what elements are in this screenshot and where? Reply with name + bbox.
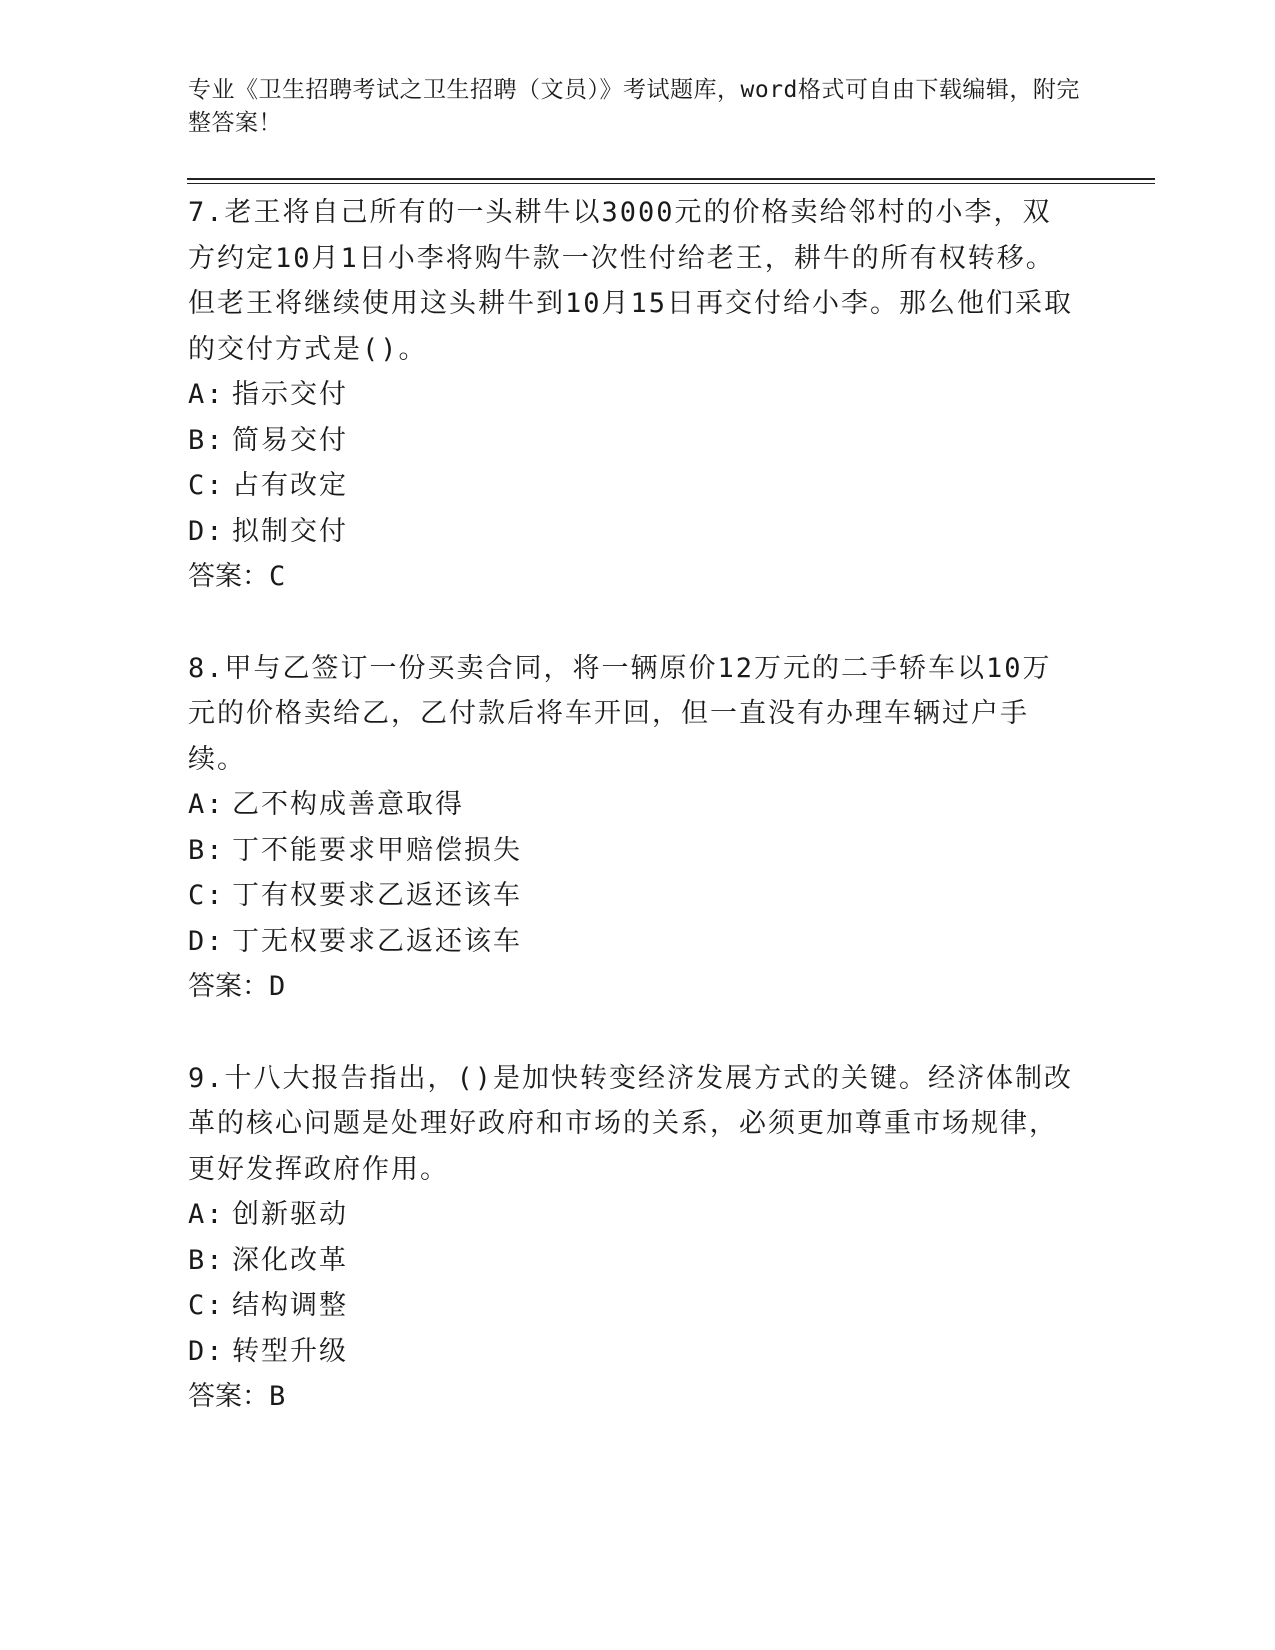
option-letter: A: [188,379,225,410]
option-letter: A: [188,789,225,820]
question-stem: 9.十八大报告指出，()是加快转变经济发展方式的关键。经济体制改革的核心问题是处理好政府和市场的关系，必须更加尊重市场规律，更好发挥政府作用。 [188,1062,1074,1185]
option-d [188,919,1078,965]
option-letter: D: [188,925,225,957]
answer-line [188,964,1078,1010]
option-b [188,418,1078,464]
option-letter: B: [188,834,225,866]
option-text: 创新驱动 [232,1199,348,1230]
question-stem: 8.甲与乙签订一份买卖合同，将一辆原价12万元的二手轿车以10万元的价格卖给乙，乙付款后将车开回，但一直没有办理车辆过户手续。 [188,652,1052,775]
option-text: 拟制交付 [232,515,348,547]
option-a [188,372,1078,418]
option-c [188,1283,1078,1329]
answer-label: 答案： [188,561,269,592]
header-divider-thick [187,178,1155,180]
option-letter: A: [188,1199,225,1230]
option-text: 占有改定 [232,470,348,501]
option-text: 乙不构成善意取得 [232,789,464,820]
question-7 [188,190,1078,600]
question-spacer [188,600,1078,646]
option-text: 丁不能要求甲赔偿损失 [232,834,522,866]
option-b [188,1238,1078,1284]
option-letter: D: [188,1335,225,1367]
option-text: 深化改革 [232,1244,348,1276]
answer-label: 答案： [188,971,269,1002]
question-8 [188,646,1078,1010]
option-letter: C: [188,470,225,501]
option-text: 转型升级 [232,1335,348,1367]
answer-label: 答案： [188,1381,269,1412]
option-c [188,873,1078,919]
question-spacer [188,1010,1078,1056]
question-9 [188,1056,1078,1420]
answer-line [188,1374,1078,1420]
option-a [188,1192,1078,1238]
document-header: 专业《卫生招聘考试之卫生招聘（文员）》考试题库，word格式可自由下载编辑，附完整答案！ [188,77,1080,136]
option-text: 结构调整 [232,1290,348,1321]
option-c [188,463,1078,509]
option-d [188,1329,1078,1375]
option-letter: B: [188,1244,225,1276]
answer-value: B [269,1381,286,1412]
answer-value: D [269,971,286,1002]
option-a [188,782,1078,828]
option-text: 丁有权要求乙返还该车 [232,880,522,911]
option-text: 简易交付 [232,424,348,456]
answer-line [188,554,1078,600]
question-stem: 7.老王将自己所有的一头耕牛以3000元的价格卖给邻村的小李，双方约定10月1日小李将购牛款一次性付给老王，耕牛的所有权转移。但老王将继续使用这头耕牛到10月15日再交付给小李。那么他们采取的交付方式是()。 [188,197,1074,365]
header-divider-thin [187,183,1155,184]
option-d [188,509,1078,555]
option-text: 指示交付 [232,379,348,410]
option-letter: C: [188,1290,225,1321]
question-list [188,190,1078,1420]
option-text: 丁无权要求乙返还该车 [232,925,522,957]
answer-value: C [269,561,286,592]
option-letter: C: [188,880,225,911]
option-letter: D: [188,515,225,547]
option-letter: B: [188,424,225,456]
option-b [188,828,1078,874]
